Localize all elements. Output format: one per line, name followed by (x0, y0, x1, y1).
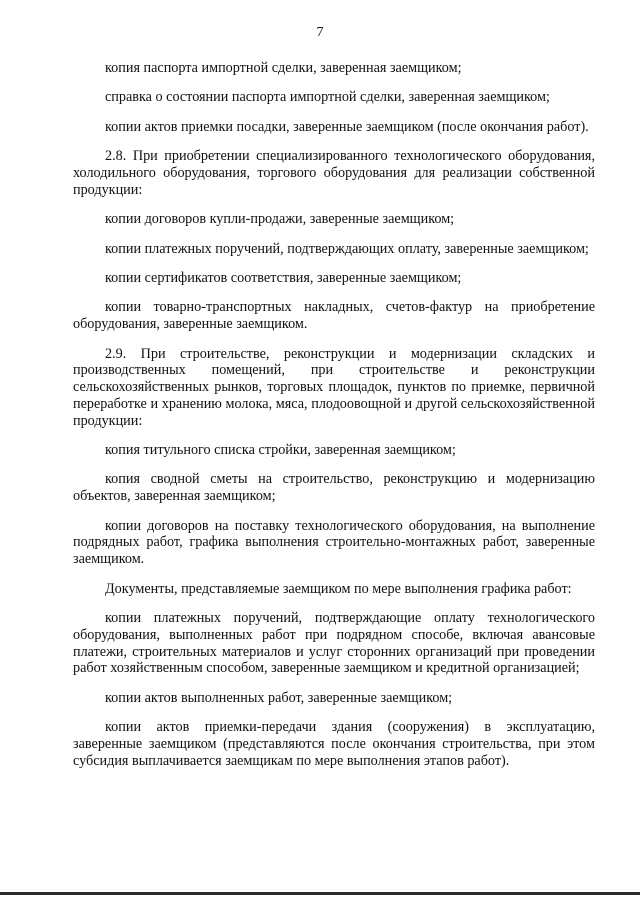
paragraph: копия титульного списка стройки, заверенная заемщиком; (105, 442, 456, 459)
paragraph: копии товарно-транспортных накладных, счетов-фактур на приобретение оборудования, заверенные заемщиком. (73, 299, 595, 333)
section-paragraph-2-9: 2.9. При строительстве, реконструкции и модернизации складских и производственных помещений, при строительстве и реконструкции сельскохозяйственных рынков, торговых площадок, пунктов по приемке, первичной переработке и хранению молока, мяса, плодоовощной и другой сельскохозяйственной продукции: (73, 345, 595, 429)
bottom-scan-border (0, 890, 640, 905)
paragraph: копия сводной сметы на строительство, реконструкцию и модернизацию объектов, заверенная заемщиком; (73, 471, 595, 505)
page-number: 7 (316, 25, 324, 40)
paragraph: копии актов выполненных работ, заверенные заемщиком; (105, 689, 453, 706)
paragraph: справка о состоянии паспорта импортной сделки, заверенная заемщиком; (105, 89, 550, 106)
paragraph: Документы, представляемые заемщиком по мере выполнения графика работ: (105, 580, 572, 597)
paragraph: копии актов приемки-передачи здания (сооружения) в эксплуатацию, заверенные заемщиком (представляются после окончания строительства, при этом субсидия выплачивается заемщикам по мере выполнения этапов работ). (73, 719, 595, 769)
paragraph: копия паспорта импортной сделки, заверенная заемщиком; (105, 60, 462, 76)
paragraph: копии платежных поручений, подтверждающих оплату, заверенные заемщиком; (105, 240, 589, 257)
section-paragraph-2-8: 2.8. При приобретении специализированного технологического оборудования, холодильного оборудования, торгового оборудования для реализации собственной продукции: (73, 148, 595, 198)
paragraph: копии договоров на поставку технологического оборудования, на выполнение подрядных работ, графика выполнения строительно-монтажных работ, заверенные заемщиком. (73, 517, 595, 568)
paragraph: копии договоров купли-продажи, заверенные заемщиком; (105, 211, 455, 228)
paragraph: копии сертификатов соответствия, заверенные заемщиком; (105, 269, 462, 286)
paragraph: копии актов приемки посадки, заверенные заемщиком (после окончания работ). (105, 118, 589, 135)
document-body (73, 60, 595, 782)
paragraph: копии платежных поручений, подтверждающие оплату технологического оборудования, выполненных работ при подрядном способе, включая авансовые платежи, строительных материалов и услуг сторонних организаций при проведении работ хозяйственным способом, заверенные заемщиком и кредитной организацией; (73, 610, 595, 677)
